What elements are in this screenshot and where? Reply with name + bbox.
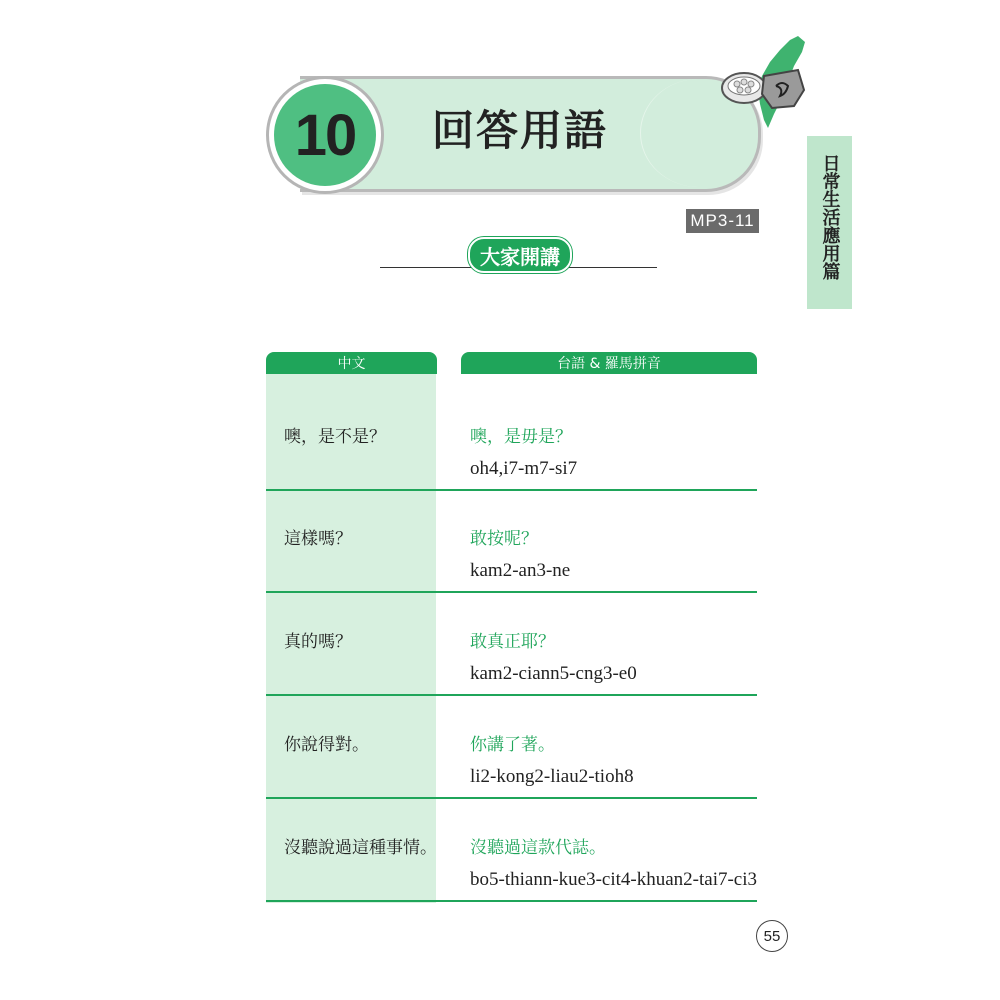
- audio-track-badge: MP3-11: [686, 209, 759, 233]
- taiwanese-phrase: 沒聽過這款代誌。: [470, 838, 606, 858]
- table-row: [266, 593, 757, 696]
- taiwanese-phrase: 敢真正耶？: [470, 632, 555, 652]
- table-row: [266, 388, 757, 491]
- chinese-phrase: 沒聽說過這種事情。: [284, 838, 437, 858]
- chinese-phrase: 這樣嗎？: [284, 529, 352, 549]
- chinese-phrase: 噢，是不是？: [284, 427, 386, 447]
- taiwanese-phrase: 你講了著。: [470, 735, 555, 755]
- romanization: kam2-an3-ne: [470, 560, 571, 581]
- romanization: kam2-ciann5-cng3-e0: [470, 663, 637, 684]
- row-divider: [266, 900, 757, 902]
- table-row: [266, 696, 757, 799]
- rice-cake-dish-icon: [718, 60, 808, 120]
- table-row: [266, 490, 757, 593]
- column-header-chinese: 中文: [266, 352, 437, 374]
- section-label: 大家開講: [468, 237, 572, 273]
- table-row: [266, 799, 757, 902]
- category-side-tab[interactable]: [807, 136, 852, 309]
- page-title: 回答用語: [432, 106, 609, 155]
- taiwanese-phrase: 敢按呢？: [470, 529, 538, 549]
- chinese-phrase: 你說得對。: [284, 735, 369, 755]
- taiwanese-phrase: 噢，是毋是？: [470, 427, 572, 447]
- column-header-taiwanese: 台語 & 羅馬拼音: [461, 352, 757, 374]
- romanization: li2-kong2-liau2-tioh8: [470, 766, 634, 787]
- romanization: oh4,i7-m7-si7: [470, 458, 578, 479]
- page-number: 55: [756, 920, 788, 952]
- romanization: bo5-thiann-kue3-cit4-khuan2-tai7-ci3: [470, 869, 758, 890]
- chinese-phrase: 真的嗎？: [284, 632, 352, 652]
- category-side-tab-label: 日常生活應用篇: [819, 154, 841, 280]
- lesson-number-badge: 10: [274, 84, 376, 186]
